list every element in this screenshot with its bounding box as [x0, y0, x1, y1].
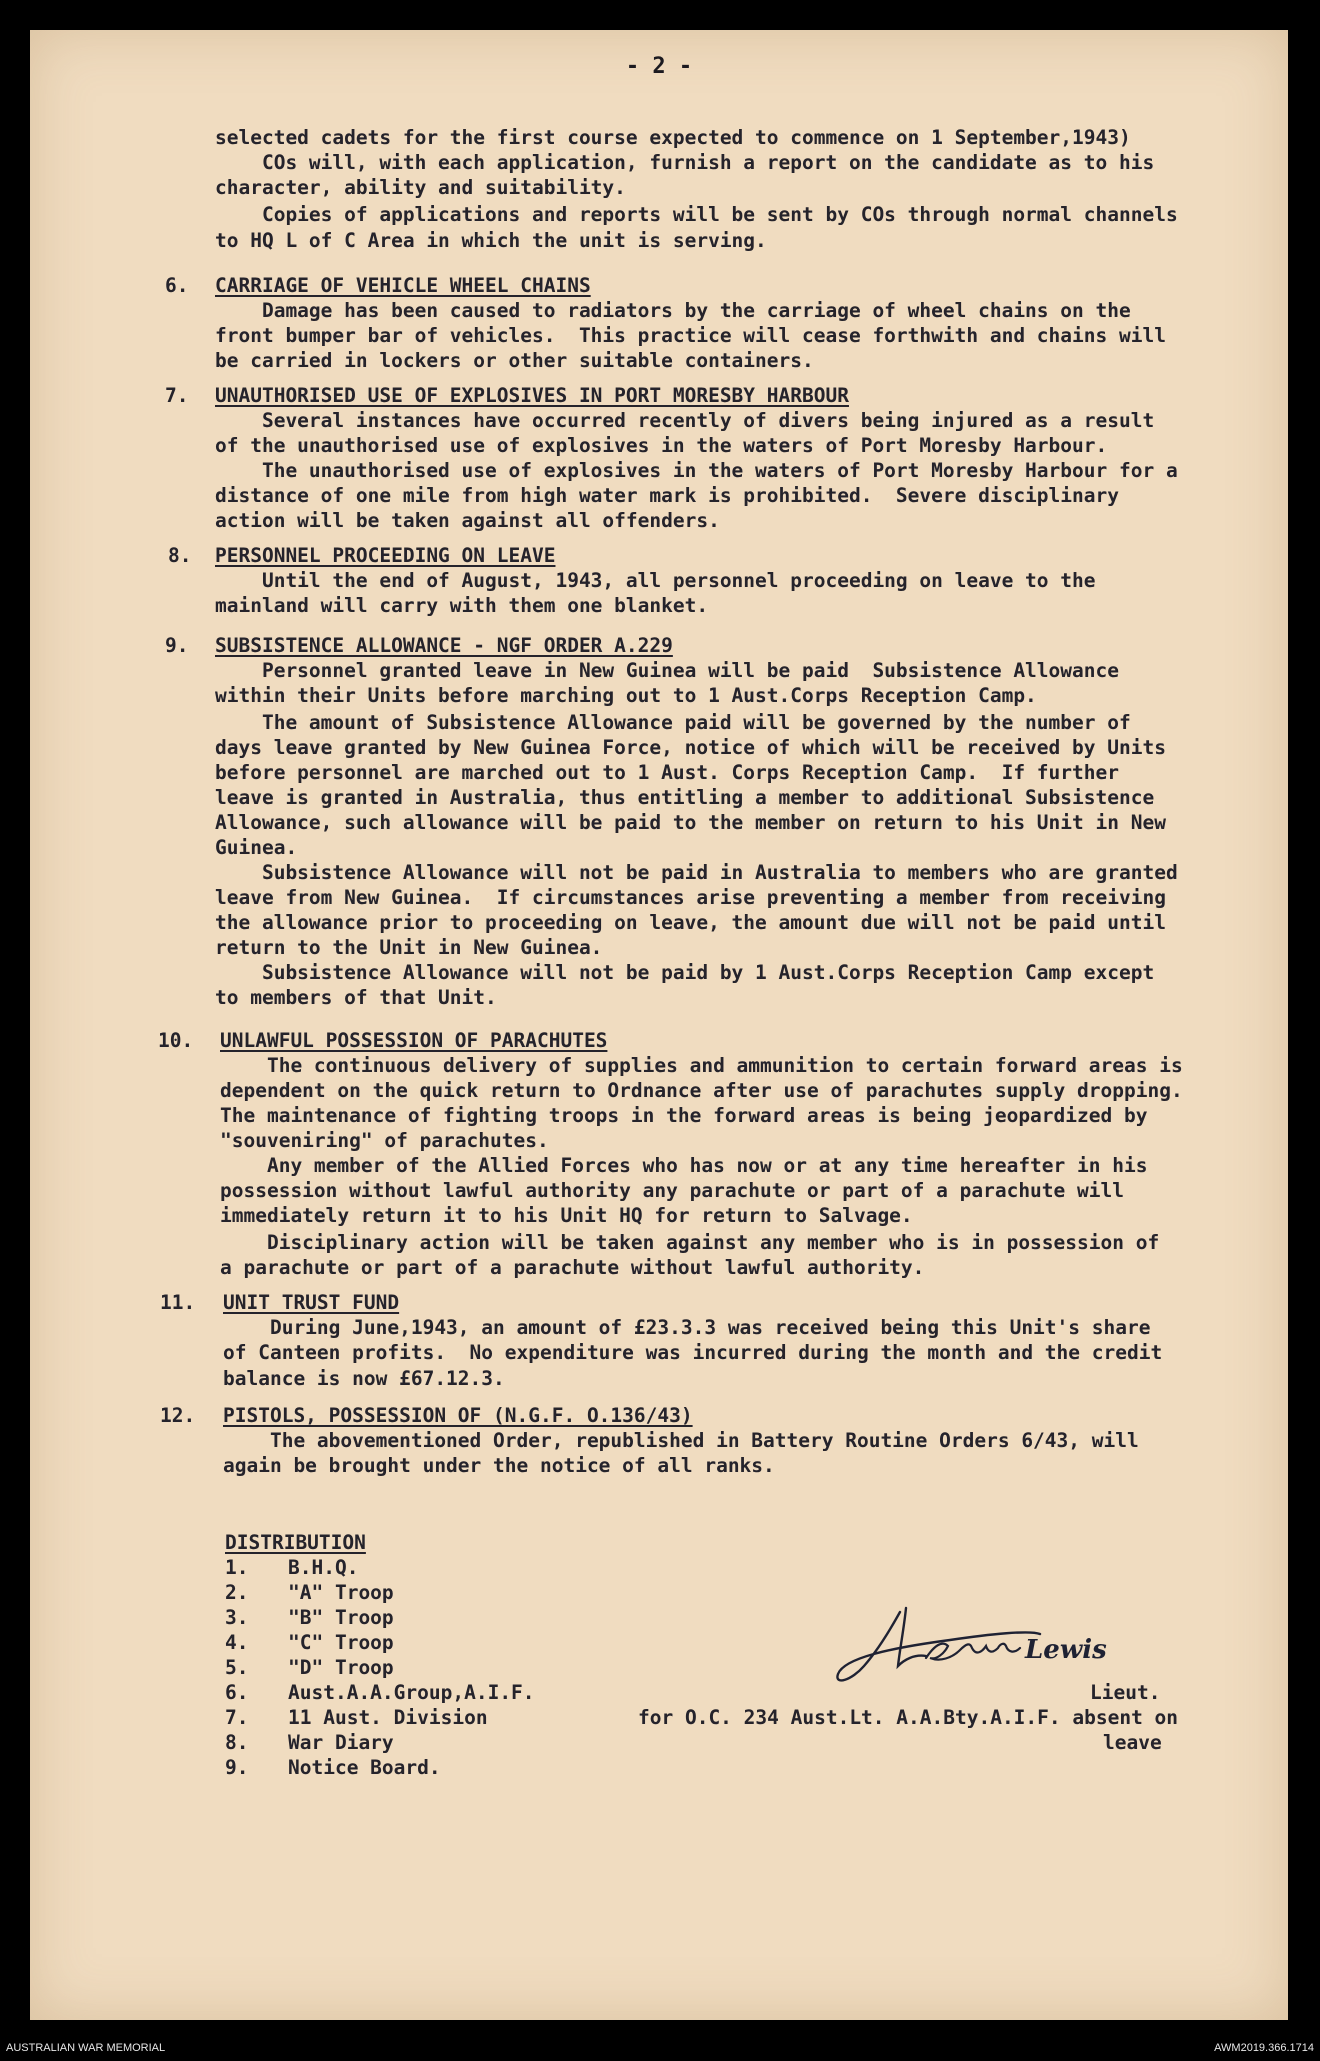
item-line: possession without lawful authority any parachute or part of a parachute will [220, 1179, 1124, 1202]
signature-leave: leave [1103, 1731, 1162, 1754]
distribution-number: 6. [225, 1681, 249, 1704]
item-line: front bumper bar of vehicles. This practice will cease forthwith and chains will [215, 324, 1166, 347]
item-line: distance of one mile from high water mark is prohibited. Severe disciplinary [215, 484, 1119, 507]
intro-line: selected cadets for the first course expected to commence on 1 September,1943) [215, 126, 1131, 149]
item-line: Personnel granted leave in New Guinea will be paid Subsistence Allowance [215, 659, 1119, 682]
item-line: a parachute or part of a parachute without lawful authority. [220, 1256, 925, 1279]
item-number: 6. [165, 274, 189, 297]
item-line: Subsistence Allowance will not be paid in Australia to members who are granted [215, 861, 1178, 884]
item-line: balance is now £67.12.3. [223, 1367, 505, 1390]
distribution-number: 8. [225, 1731, 249, 1754]
item-line: leave is granted in Australia, thus entitling a member to additional Subsistence [215, 786, 1155, 809]
item-heading: UNAUTHORISED USE OF EXPLOSIVES IN PORT MORESBY HARBOUR [215, 384, 849, 407]
distribution-recipient: War Diary [288, 1731, 394, 1754]
item-line: within their Units before marching out to 1 Aust.Corps Reception Camp. [215, 684, 1037, 707]
distribution-number: 5. [225, 1656, 249, 1679]
item-number: 7. [165, 384, 189, 407]
distribution-heading: DISTRIBUTION [225, 1531, 366, 1554]
item-line: be carried in lockers or other suitable containers. [215, 349, 814, 372]
signature-name: Lewis [1025, 1635, 1107, 1665]
item-line: Several instances have occurred recently of divers being injured as a result [215, 409, 1155, 432]
distribution-number: 3. [225, 1606, 249, 1629]
item-line: The maintenance of fighting troops in the forward areas is being jeopardized by [220, 1104, 1148, 1127]
item-line: to members of that Unit. [215, 986, 497, 1009]
item-line: immediately return it to his Unit HQ for return to Salvage. [220, 1204, 913, 1227]
distribution-number: 1. [225, 1556, 249, 1579]
item-line: The abovementioned Order, republished in Battery Routine Orders 6/43, will [223, 1429, 1139, 1452]
item-line: Allowance, such allowance will be paid to the member on return to his Unit in New [215, 811, 1166, 834]
item-heading: CARRIAGE OF VEHICLE WHEEL CHAINS [215, 274, 591, 297]
signature-rank: Lieut. [1090, 1681, 1161, 1704]
item-heading: SUBSISTENCE ALLOWANCE - NGF ORDER A.229 [215, 634, 673, 657]
item-line: The unauthorised use of explosives in the waters of Port Moresby Harbour for a [215, 459, 1178, 482]
item-heading: UNLAWFUL POSSESSION OF PARACHUTES [220, 1029, 608, 1052]
distribution-number: 2. [225, 1581, 249, 1604]
item-line: Guinea. [215, 836, 298, 859]
item-line: days leave granted by New Guinea Force, notice of which will be received by Units [215, 736, 1166, 759]
item-line: return to the Unit in New Guinea. [215, 936, 603, 959]
footer-institution: AUSTRALIAN WAR MEMORIAL [6, 2042, 166, 2054]
document-page [30, 30, 1288, 2020]
item-line: leave from New Guinea. If circumstances arise preventing a member from receiving [215, 886, 1166, 909]
item-line: the allowance prior to proceeding on leave, the amount due will not be paid until [215, 911, 1166, 934]
item-line: Until the end of August, 1943, all personnel proceeding on leave to the [215, 569, 1096, 592]
distribution-recipient: "C" Troop [288, 1631, 394, 1654]
item-number: 9. [165, 634, 189, 657]
item-line: before personnel are marched out to 1 Aust. Corps Reception Camp. If further [215, 761, 1119, 784]
distribution-recipient: Aust.A.A.Group,A.I.F. [288, 1681, 535, 1704]
item-number: 12. [160, 1404, 196, 1427]
signature-for-line: for O.C. 234 Aust.Lt. A.A.Bty.A.I.F. absent on [638, 1706, 1179, 1729]
item-heading: PERSONNEL PROCEEDING ON LEAVE [215, 544, 556, 567]
intro-line: character, ability and suitability. [215, 176, 626, 199]
item-line: Disciplinary action will be taken against any member who is in possession of [220, 1231, 1160, 1254]
item-line: of Canteen profits. No expenditure was incurred during the month and the credit [223, 1341, 1163, 1364]
item-number: 11. [160, 1291, 196, 1314]
footer-accession-number: AWM2019.366.1714 [1214, 2042, 1314, 2054]
item-heading: UNIT TRUST FUND [223, 1291, 400, 1314]
distribution-recipient: "B" Troop [288, 1606, 394, 1629]
distribution-recipient: Notice Board. [288, 1756, 441, 1779]
intro-line: COs will, with each application, furnish a report on the candidate as to his [215, 151, 1155, 174]
item-line: action will be taken against all offenders. [215, 509, 720, 532]
distribution-recipient: "D" Troop [288, 1656, 394, 1679]
item-number: 10. [158, 1029, 194, 1052]
distribution-recipient: "A" Troop [288, 1581, 394, 1604]
item-line: Any member of the Allied Forces who has now or at any time hereafter in his [220, 1154, 1148, 1177]
item-line: During June,1943, an amount of £23.3.3 was received being this Unit's share [223, 1316, 1151, 1339]
item-line: dependent on the quick return to Ordnance after use of parachutes supply dropping. [220, 1079, 1183, 1102]
handwritten-signature [830, 1600, 1110, 1695]
item-line: The continuous delivery of supplies and ammunition to certain forward areas is [220, 1054, 1183, 1077]
intro-line: Copies of applications and reports will be sent by COs through normal channels [215, 203, 1178, 226]
item-heading: PISTOLS, POSSESSION OF (N.G.F. O.136/43) [223, 1404, 693, 1427]
item-number: 8. [168, 544, 192, 567]
distribution-recipient: B.H.Q. [288, 1556, 359, 1579]
item-line: Damage has been caused to radiators by the carriage of wheel chains on the [215, 299, 1131, 322]
intro-line: to HQ L of C Area in which the unit is serving. [215, 229, 767, 252]
item-line: of the unauthorised use of explosives in the waters of Port Moresby Harbour. [215, 434, 1108, 457]
distribution-recipient: 11 Aust. Division [288, 1706, 488, 1729]
distribution-number: 7. [225, 1706, 249, 1729]
distribution-number: 9. [225, 1756, 249, 1779]
item-line: mainland will carry with them one blanket. [215, 594, 709, 617]
page-number: - 2 - [625, 54, 693, 79]
item-line: Subsistence Allowance will not be paid by 1 Aust.Corps Reception Camp except [215, 961, 1155, 984]
item-line: "souveniring" of parachutes. [220, 1129, 549, 1152]
item-line: again be brought under the notice of all ranks. [223, 1454, 775, 1477]
item-line: The amount of Subsistence Allowance paid will be governed by the number of [215, 711, 1131, 734]
distribution-number: 4. [225, 1631, 249, 1654]
